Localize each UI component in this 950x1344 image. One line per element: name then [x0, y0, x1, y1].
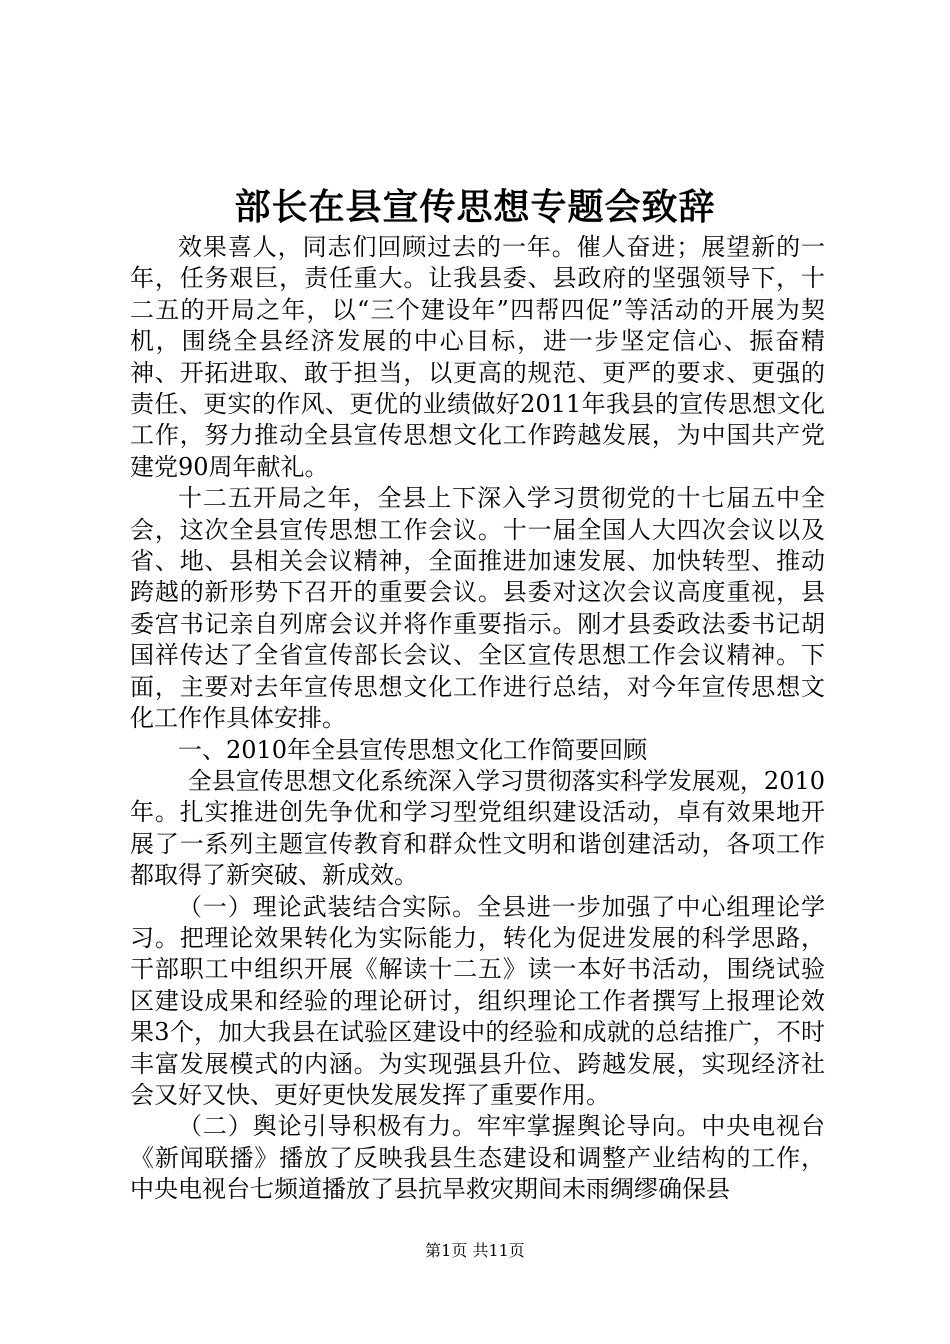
paragraph-opening: 效果喜人，同志们回顾过去的一年。催人奋进；展望新的一年，任务艰巨，责任重大。让我县委、县政府的坚强领导下，十二五的开局之年，以“三个建设年”四帮四促”等活动的开展为契机，围绕全县经济发展的中心目标，进一步坚定信心、振奋精神、开拓进取、敢于担当，以更高的规范、更严的要求、更强的责任、更实的作风、更优的业绩做好2011年我县的宣传思想文化工作，努力推动全县宣传思想文化工作跨越发展，为中国共产党建党90周年献礼。	[130, 233, 825, 481]
paragraph-public-opinion: （二）舆论引导积极有力。牢牢掌握舆论导向。中央电视台《新闻联播》播放了反映我县生态建设和调整产业结构的工作，中央电视台七频道播放了县抗旱救灾期间未雨绸缪确保县	[130, 1112, 825, 1204]
document-title: 部长在县宣传思想专题会致辞	[234, 187, 716, 228]
page-footer: 第1页 共11页	[425, 1241, 525, 1260]
paragraph-theory: （一）理论武装结合实际。全县进一步加强了中心组理论学习。把理论效果转化为实际能力，转化为促进发展的科学思路，干部职工中组织开展《解读十二五》读一本好书活动，围绕试验区建设成果和经验的理论研讨，组织理论工作者撰写上报理论效果3个，加大我县在试验区建设中的经验和成就的总结推广，不时丰富发展模式的内涵。为实现强县升位、跨越发展，实现经济社会又好又快、更好更快发展发挥了重要作用。	[130, 892, 825, 1109]
document-body	[130, 232, 825, 1206]
paragraph-review-summary: 全县宣传思想文化系统深入学习贯彻落实科学发展观，2010年。扎实推进创先争优和学习型党组织建设活动，卓有效果地开展了一系列主题宣传教育和群众性文明和谐创建活动，各项工作都取得了新突破、新成效。	[130, 766, 825, 890]
paragraph-meeting-context: 十二五开局之年，全县上下深入学习贯彻党的十七届五中全会，这次全县宣传思想工作会议。十一届全国人大四次会议以及省、地、县相关会议精神，全面推进加速发展、加快转型、推动跨越的新形势下召开的重要会议。县委对这次会议高度重视，县委宫书记亲自列席会议并将作重要指示。刚才县委政法委书记胡国祥传达了全省宣传部长会议、全区宣传思想工作会议精神。下面，主要对去年宣传思想文化工作进行总结，对今年宣传思想文化工作作具体安排。	[130, 484, 825, 733]
section-heading-review: 一、2010年全县宣传思想文化工作简要回顾	[178, 735, 648, 764]
